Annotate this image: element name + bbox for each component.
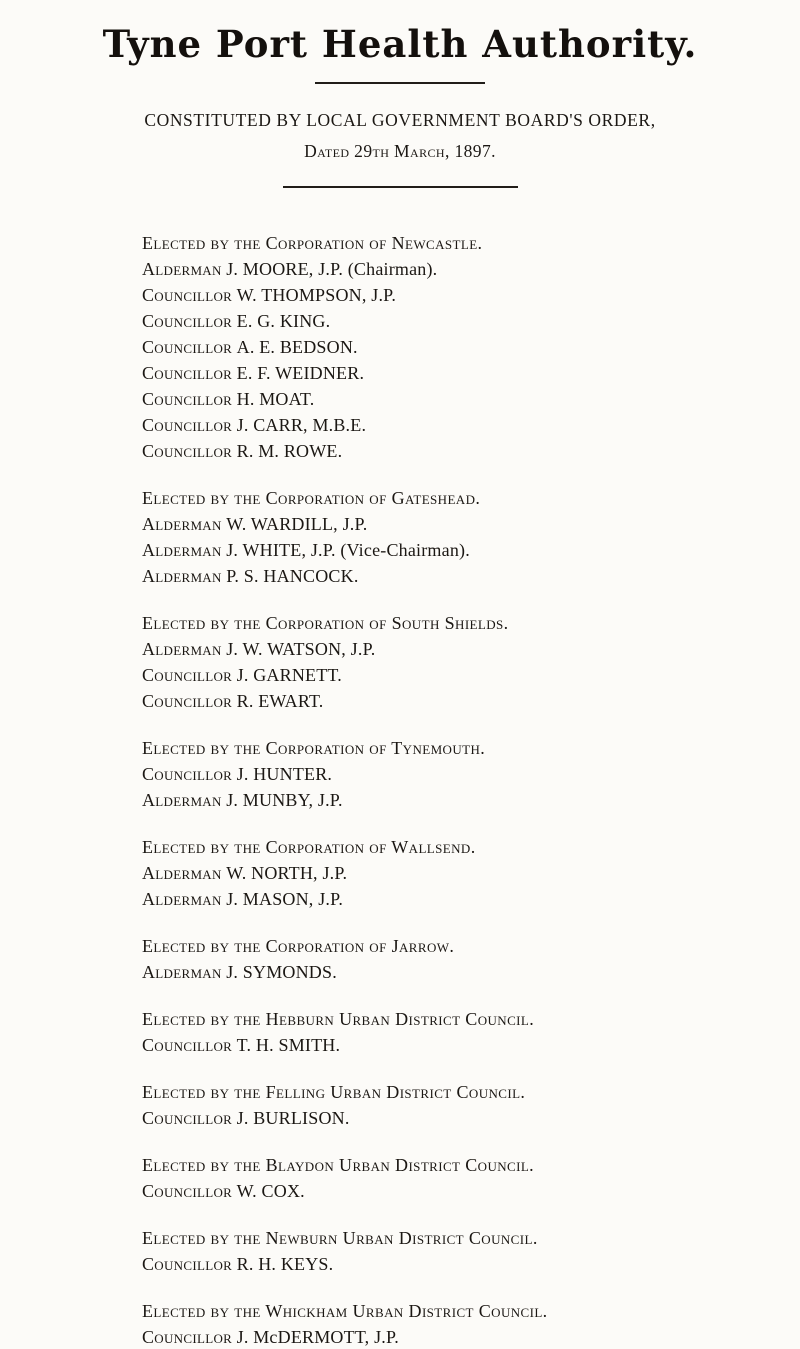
member-rank: Councillor [142, 665, 233, 685]
dated-line: Dated 29th March, 1897. [304, 141, 496, 161]
member-name: J. W. WATSON, J.P. [226, 639, 376, 659]
member-name: H. MOAT. [236, 389, 315, 409]
member-name: J. SYMONDS. [226, 962, 337, 982]
member-row [142, 334, 740, 360]
section-newburn [142, 1225, 740, 1277]
section-heading: Elected by the Corporation of Tynemouth. [142, 738, 486, 758]
member-name: E. F. WEIDNER. [236, 363, 365, 383]
member-name: A. E. BEDSON. [236, 337, 358, 357]
member-rank: Councillor [142, 764, 233, 784]
member-rank: Councillor [142, 363, 233, 383]
member-name: R. H. KEYS. [236, 1254, 334, 1274]
member-rank: Councillor [142, 691, 233, 711]
member-rank: Councillor [142, 285, 233, 305]
section-heading: Elected by the Corporation of Gateshead. [142, 488, 481, 508]
member-row [142, 511, 740, 537]
member-name: W. COX. [236, 1181, 305, 1201]
member-rank: Alderman [142, 962, 222, 982]
constituted-line: CONSTITUTED BY LOCAL GOVERNMENT BOARD'S ORDER, [144, 110, 656, 130]
member-row [142, 1251, 740, 1277]
member-row [142, 662, 740, 688]
member-rank: Alderman [142, 566, 222, 586]
section-felling [142, 1079, 740, 1131]
member-name: P. S. HANCOCK. [226, 566, 359, 586]
page-title: Tyne Port Health Authority. [102, 22, 698, 66]
member-name: J. HUNTER. [236, 764, 333, 784]
section-heading: Elected by the Corporation of South Shields. [142, 613, 509, 633]
member-rank: Councillor [142, 311, 233, 331]
section-whickham [142, 1298, 740, 1349]
section-heading: Elected by the Whickham Urban District Council. [142, 1301, 548, 1321]
member-row [142, 537, 740, 563]
member-rank: Alderman [142, 889, 222, 909]
member-list [142, 230, 740, 1349]
section-blaydon [142, 1152, 740, 1204]
member-row [142, 886, 740, 912]
member-row [142, 959, 740, 985]
section-heading: Elected by the Corporation of Newcastle. [142, 233, 483, 253]
member-name: T. H. SMITH. [236, 1035, 341, 1055]
member-row [142, 787, 740, 813]
section-hebburn [142, 1006, 740, 1058]
member-rank: Councillor [142, 1181, 233, 1201]
section-newcastle [142, 230, 740, 464]
section-tynemouth [142, 735, 740, 813]
member-rank: Councillor [142, 415, 233, 435]
member-row [142, 1105, 740, 1131]
section-heading: Elected by the Newburn Urban District Council. [142, 1228, 538, 1248]
member-row [142, 1178, 740, 1204]
member-rank: Councillor [142, 441, 233, 461]
member-row [142, 308, 740, 334]
section-south-shields [142, 610, 740, 714]
member-row [142, 636, 740, 662]
member-row [142, 563, 740, 589]
member-name: R. EWART. [236, 691, 324, 711]
member-rank: Alderman [142, 790, 222, 810]
section-gateshead [142, 485, 740, 589]
member-row [142, 438, 740, 464]
member-name: E. G. KING. [236, 311, 331, 331]
member-row [142, 412, 740, 438]
member-row [142, 860, 740, 886]
member-name: R. M. ROWE. [236, 441, 343, 461]
section-heading: Elected by the Corporation of Jarrow. [142, 936, 455, 956]
masthead [0, 0, 800, 188]
member-rank: Alderman [142, 540, 222, 560]
member-row [142, 282, 740, 308]
member-row [142, 1032, 740, 1058]
member-name: W. THOMPSON, J.P. [236, 285, 397, 305]
member-name: J. McDERMOTT, J.P. [236, 1327, 399, 1347]
masthead-rule [283, 186, 518, 188]
member-rank: Alderman [142, 259, 222, 279]
member-rank: Alderman [142, 639, 222, 659]
member-name: J. CARR, M.B.E. [236, 415, 367, 435]
member-row [142, 688, 740, 714]
section-wallsend [142, 834, 740, 912]
member-rank: Councillor [142, 389, 233, 409]
member-name: J. GARNETT. [236, 665, 342, 685]
title-rule [315, 82, 485, 84]
member-rank: Councillor [142, 1035, 233, 1055]
member-rank: Councillor [142, 1327, 233, 1347]
member-rank: Councillor [142, 1108, 233, 1128]
member-rank: Councillor [142, 337, 233, 357]
member-name: W. NORTH, J.P. [226, 863, 348, 883]
member-rank: Alderman [142, 514, 222, 534]
member-row [142, 360, 740, 386]
member-row [142, 1324, 740, 1349]
member-name: J. WHITE, J.P. (Vice-Chairman). [226, 540, 470, 560]
member-row [142, 256, 740, 282]
section-jarrow [142, 933, 740, 985]
member-name: J. MOORE, J.P. (Chairman). [226, 259, 438, 279]
section-heading: Elected by the Corporation of Wallsend. [142, 837, 476, 857]
member-name: W. WARDILL, J.P. [226, 514, 368, 534]
member-name: J. BURLISON. [236, 1108, 350, 1128]
member-rank: Alderman [142, 863, 222, 883]
member-row [142, 386, 740, 412]
member-name: J. MUNBY, J.P. [226, 790, 343, 810]
section-heading: Elected by the Felling Urban District Council. [142, 1082, 526, 1102]
section-heading: Elected by the Hebburn Urban District Council. [142, 1009, 535, 1029]
member-name: J. MASON, J.P. [226, 889, 344, 909]
member-row [142, 761, 740, 787]
member-rank: Councillor [142, 1254, 233, 1274]
section-heading: Elected by the Blaydon Urban District Council. [142, 1155, 535, 1175]
